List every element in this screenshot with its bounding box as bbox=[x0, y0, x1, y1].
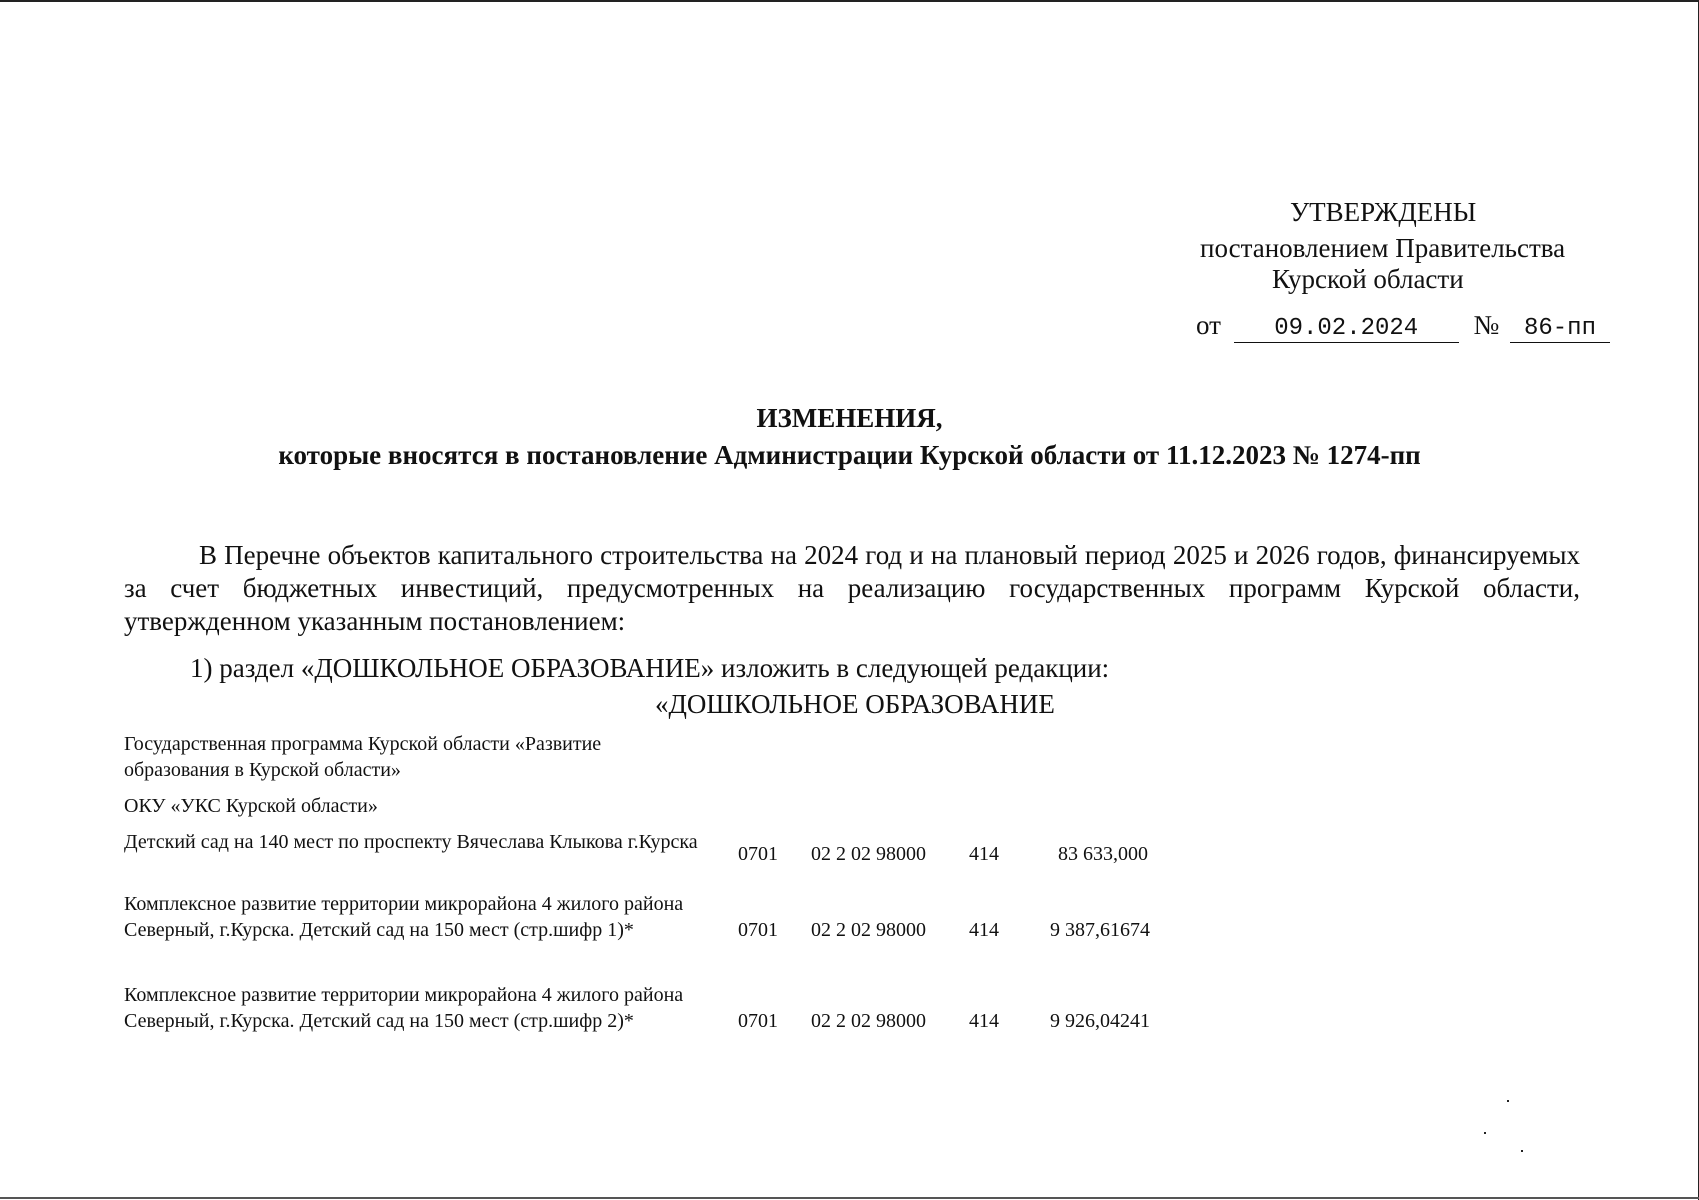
scan-dot bbox=[1484, 1132, 1486, 1134]
scan-dot bbox=[1507, 1100, 1509, 1102]
row-description: Комплексное развитие территории микрорайона 4 жилого района Северный, г.Курска. Детский сад на 150 мест (стр.шифр 1)* bbox=[124, 893, 684, 941]
row-expense-type: 414 bbox=[969, 919, 999, 941]
row-amount: 9 387,61674 bbox=[1050, 919, 1150, 941]
document-title: ИЗМЕНЕНИЯ, bbox=[756, 403, 943, 433]
row-amount: 83 633,000 bbox=[1058, 843, 1148, 865]
row-target: 02 2 02 98000 bbox=[811, 1010, 926, 1032]
body-paragraph: В Перечне объектов капитального строительства на 2024 год и на плановый период 2025 и 2026 годов, финансируемых за счет бюджетных инвестиций, предусмотренных на реализацию государственных программ Курской области, утвержденном указанным постановлением: bbox=[124, 540, 1580, 636]
section-title: «ДОШКОЛЬНОЕ ОБРАЗОВАНИЕ bbox=[655, 689, 1055, 719]
number-label: № bbox=[1473, 310, 1500, 340]
organization-name: ОКУ «УКС Курской области» bbox=[124, 795, 378, 817]
approval-line-1: постановлением Правительства bbox=[1200, 233, 1566, 263]
document-subtitle: которые вносятся в постановление Администрации Курской области от 11.12.2023 № 1274-пп bbox=[278, 440, 1421, 470]
row-section: 0701 bbox=[738, 1010, 778, 1032]
approval-line-2: Курской области bbox=[1272, 264, 1464, 294]
approval-date-line bbox=[1196, 310, 1610, 343]
row-target: 02 2 02 98000 bbox=[811, 843, 926, 865]
scan-top-edge bbox=[0, 0, 1699, 2]
row-section: 0701 bbox=[738, 843, 778, 865]
from-label: от bbox=[1196, 310, 1221, 340]
approval-number: 86-пп bbox=[1510, 315, 1610, 343]
row-expense-type: 414 bbox=[969, 843, 999, 865]
row-target: 02 2 02 98000 bbox=[811, 919, 926, 941]
scan-dot bbox=[1521, 1150, 1523, 1152]
approval-date: 09.02.2024 bbox=[1234, 315, 1459, 343]
row-amount: 9 926,04241 bbox=[1050, 1010, 1150, 1032]
row-section: 0701 bbox=[738, 919, 778, 941]
approval-title: УТВЕРЖДЕНЫ bbox=[1290, 197, 1477, 227]
item-1: 1) раздел «ДОШКОЛЬНОЕ ОБРАЗОВАНИЕ» изложить в следующей редакции: bbox=[190, 653, 1110, 683]
row-description: Детский сад на 140 мест по проспекту Вячеслава Клыкова г.Курска bbox=[124, 831, 698, 853]
row-expense-type: 414 bbox=[969, 1010, 999, 1032]
scan-bottom-edge bbox=[0, 1197, 1699, 1199]
row-description: Комплексное развитие территории микрорайона 4 жилого района Северный, г.Курска. Детский сад на 150 мест (стр.шифр 2)* bbox=[124, 984, 684, 1032]
program-name: Государственная программа Курской области «Развитие образования в Курской области» bbox=[124, 733, 602, 781]
